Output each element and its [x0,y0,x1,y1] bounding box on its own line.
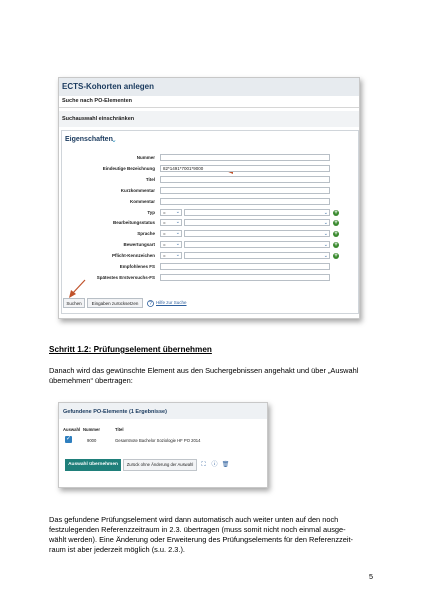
svg-text:?: ? [149,301,152,307]
paragraph-2-line-1: Das gefundene Prüfungselement wird dann automatisch auch weiter unten auf den noch [49,515,339,524]
text-field[interactable] [160,274,330,281]
field-label: Titel [145,176,155,182]
field-label: Bearbeitungsstatus [112,220,155,226]
field-label: Bewertungsart [123,242,155,248]
value-select[interactable] [184,241,330,248]
text-field[interactable] [160,198,330,205]
field-label: Spätestes Erstversuchs-FS [96,274,155,280]
search-button[interactable]: Suchen [63,298,85,308]
chevron-down-icon[interactable]: ⌄ [111,137,117,144]
chevron-down-icon: ⌄ [175,208,180,215]
divider [59,107,359,108]
paragraph-2-line-2: festzulegenden Referenzzeitraum in 2.3. übertragen (muss somit nicht noch einmal ausge- [49,525,346,534]
chevron-down-icon: ⌄ [175,241,180,248]
chevron-down-icon: ⌄ [323,209,328,216]
field-label: Kurzkommentar [120,187,155,193]
col-header-number: Nummer [83,427,100,432]
operator-select[interactable] [160,241,182,248]
col-header-title: Titel [115,427,124,432]
field-label: Eindeutige Bezeichnung [102,165,155,171]
page-number: 5 [369,572,373,581]
value-select[interactable] [184,219,330,226]
value-select[interactable] [184,209,330,216]
value-select[interactable] [184,230,330,237]
chevron-down-icon: ⌄ [175,252,180,259]
row-checkbox[interactable]: ✓ [65,436,72,442]
add-criterion-icon[interactable]: + [334,242,338,249]
text-field[interactable] [160,154,330,161]
field-label: Typ [147,209,155,215]
arrow-annotation-icon [65,278,89,300]
paragraph-2-line-3: wählt werden). Eine Änderung oder Erweiterung des Prüfungselements für den Referenzzeit- [49,535,354,544]
field-label: Empfohlenes FS [119,264,155,269]
add-criterion-icon[interactable]: + [334,253,338,260]
back-button[interactable]: Zurück ohne Änderung der Auswahl [123,459,197,471]
add-criterion-icon[interactable]: + [334,220,338,227]
results-title: Gefundene PO-Elemente (1 Ergebnisse) [63,409,167,415]
text-field[interactable]: 82*1491*7001*9000 [160,165,330,172]
text-field[interactable] [160,263,330,270]
help-icon[interactable] [147,300,154,307]
screenshot-search-form [58,77,360,319]
operator-value: = [163,253,166,259]
paragraph-2-line-4: raum ist aber jederzeit möglich (s.u. 2.3.). [49,545,185,554]
operator-value: = [163,242,166,248]
row-number: 9000 [87,438,97,443]
field-label: Sprache [137,231,155,237]
expand-icon[interactable]: ⛶ [201,462,206,468]
chevron-down-icon: ⌄ [323,231,328,238]
chevron-down-icon: ⌄ [323,220,328,227]
help-link[interactable]: Hilfe zur Suche [156,300,187,305]
add-criterion-icon[interactable]: + [334,209,338,216]
field-label: Nummer [136,155,155,160]
operator-select[interactable] [160,252,182,259]
operator-value: = [163,231,166,237]
operator-select[interactable] [160,219,182,226]
operator-value: = [163,209,166,215]
section-title: Suchauswahl einschränken [62,116,135,122]
operator-select[interactable] [160,230,182,237]
page-subtitle: Suche nach PO-Elementen [62,98,132,104]
accept-selection-button[interactable]: Auswahl übernehmen [65,459,121,471]
step-heading: Schritt 1.2: Prüfungselement übernehmen [49,345,212,354]
chevron-down-icon: ⌄ [323,253,328,260]
text-field[interactable] [160,176,330,183]
trash-icon[interactable]: 🗑 [221,462,230,468]
page-title: ECTS-Kohorten anlegen [62,82,155,91]
properties-toggle[interactable]: Eigenschaften [65,136,113,143]
screenshot-results [58,402,268,488]
add-criterion-icon[interactable]: + [334,231,338,238]
operator-value: = [163,220,166,226]
text-field[interactable] [160,187,330,194]
field-label: Pflicht-Kennzeichen [111,253,155,259]
chevron-down-icon: ⌄ [175,219,180,226]
col-header-selection: Auswahl [63,427,81,432]
operator-select[interactable] [160,209,182,216]
paragraph-1: Danach wird das gewünschte Element aus den Suchergebnissen angehakt und über „Auswahl übernehmen“ übertragen: [49,366,359,385]
info-icon[interactable]: ⓘ [211,462,218,468]
field-label: Kommentar [129,198,155,204]
row-title: Gesamtnote Bachelor Soziologie HF PO 2014 [115,438,201,443]
reset-button[interactable]: Eingaben zurücksetzen [87,298,143,308]
chevron-down-icon: ⌄ [175,230,180,237]
chevron-down-icon: ⌄ [323,242,328,249]
value-select[interactable] [184,252,330,259]
